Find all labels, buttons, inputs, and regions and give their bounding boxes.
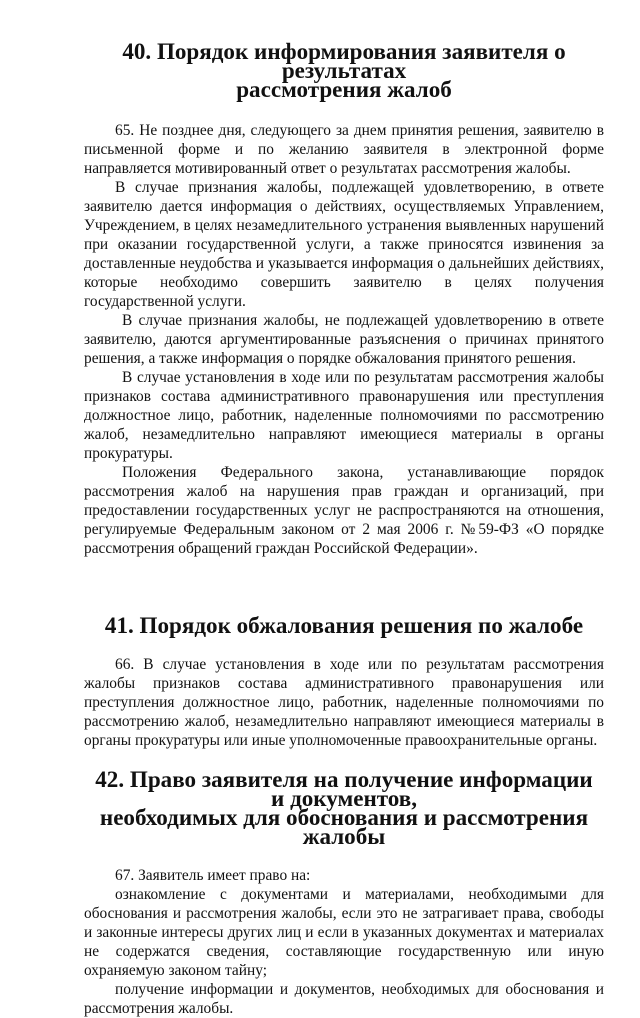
section-40-heading-line-2: рассмотрения жалоб xyxy=(236,76,452,102)
section-41-heading: 41. Порядок обжалования решения по жалобе xyxy=(104,612,584,638)
section-40-heading xyxy=(84,38,604,102)
section-42-heading xyxy=(84,766,604,849)
paragraph-65-violation: В случае установления в ходе или по результатам рассмотрения жалобы признаков состава административного правонарушения или преступления должностное лицо, работник, наделенные полномочиями по рассмотрению жалоб, незамедлительно направляют имеющиеся материалы в органы прокуратуры. xyxy=(84,369,604,462)
paragraph-66: 66. В случае установления в ходе или по результатам рассмотрения жалобы признаков состава административного правонарушения или преступления должностное лицо, работник, наделенные полномочиями по рассмотрению жалоб, незамедлительно направляют имеющиеся материалы в органы прокуратуры или иные уполномоченные правоохранительные органы. xyxy=(84,656,604,749)
paragraph-67: 67. Заявитель имеет право на: xyxy=(115,867,311,884)
paragraph-67-obtaining-info: получение информации и документов, необходимых для обоснования и рассмотрения жалобы. xyxy=(84,981,604,1017)
paragraph-67-familiarization: ознакомление с документами и материалами, необходимыми для обоснования и рассмотрения жалобы, если это не затрагивает права, свободы и законные интересы других лиц и если в указанных документах и материалах не содержатся сведения, составляющие государственную или иную охраняемую законом тайну; xyxy=(84,886,604,979)
spacer xyxy=(84,558,604,616)
section-42-heading-line-1: 42. Право заявителя на получение информации и документов, xyxy=(95,766,593,811)
paragraph-65-satisfied: В случае признания жалобы, подлежащей удовлетворению, в ответе заявителю дается информация о действиях, осуществляемых Управлением, Учреждением, в целях незамедлительного устранения выявленных нарушений при оказании государственной услуги, а также приносятся извинения за доставленные неудобства и указывается информация о дальнейших действиях, которые необходимо совершить заявителю в целях получения государственной услуги. xyxy=(84,179,604,310)
section-40-heading-line-1: 40. Порядок информирования заявителя о результатах xyxy=(122,38,566,83)
paragraph-65-federal-law: Положения Федерального закона, устанавливающие порядок рассмотрения жалоб на нарушения прав граждан и организаций, при предоставлении государственных услуг не распространяются на отношения, регулируемые Федеральным законом от 2 мая 2006 г. №59-ФЗ «О порядке рассмотрения обращений граждан Российской Федерации». xyxy=(84,464,604,557)
paragraph-65: 65. Не позднее дня, следующего за днем принятия решения, заявителю в письменной форме и по желанию заявителя в электронной форме направляется мотивированный ответ о результатах рассмотрения жалобы. xyxy=(84,122,604,177)
spacer xyxy=(84,635,604,655)
section-42-heading-line-2: необходимых для обоснования и рассмотрения жалобы xyxy=(99,804,589,849)
spacer xyxy=(84,99,604,121)
paragraph-65-not-satisfied: В случае признания жалобы, не подлежащей удовлетворению в ответе заявителю, даются аргументированные разъяснения о причинах принятого решения, а также информация о порядке обжалования принятого решения. xyxy=(84,312,604,367)
spacer xyxy=(84,846,604,866)
